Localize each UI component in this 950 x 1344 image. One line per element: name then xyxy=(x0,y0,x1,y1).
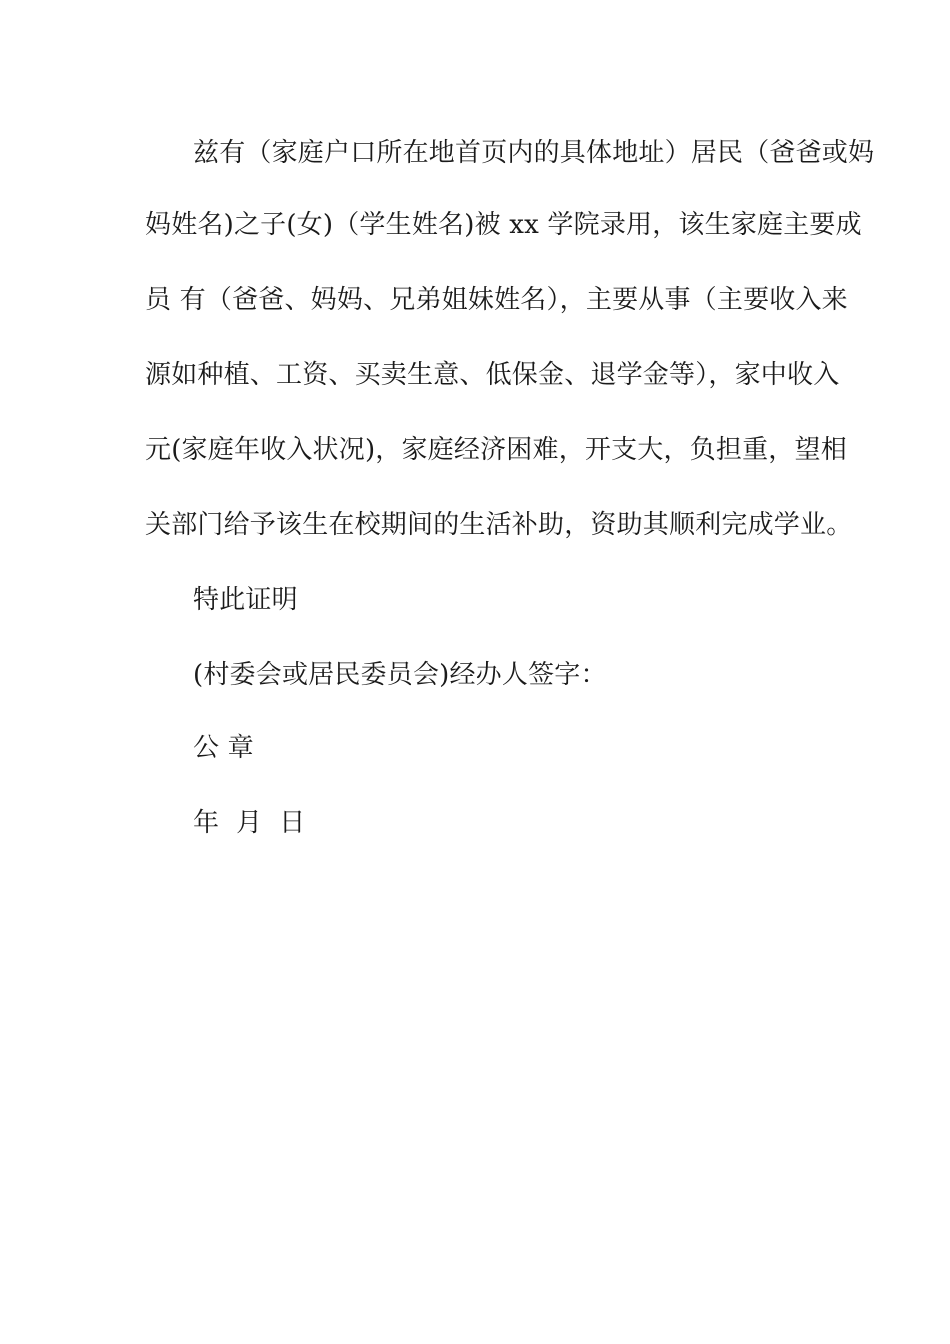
body-line-3: 员 有（爸爸、妈妈、兄弟姐妹姓名），主要从事（主要收入来 xyxy=(145,285,848,315)
body-line-4: 源如种植、工资、买卖生意、低保金、退学金等），家中收入 xyxy=(145,360,840,390)
signature-line: (村委会或居民委员会)经办人签字： xyxy=(193,660,607,690)
seal-label: 公 章 xyxy=(193,733,254,763)
body-line-5: 元(家庭年收入状况)，家庭经济困难，开支大，负担重，望相 xyxy=(145,435,847,465)
body-line-6: 关部门给予该生在校期间的生活补助，资助其顺利完成学业。 xyxy=(145,510,853,540)
body-line-2: 妈姓名)之子(女)（学生姓名)被 xx 学院录用，该生家庭主要成 xyxy=(145,210,862,240)
body-line-1: 兹有（家庭户口所在地首页内的具体地址）居民（爸爸或妈 xyxy=(193,138,875,168)
closing-text: 特此证明 xyxy=(193,585,298,615)
date-line: 年 月 日 xyxy=(193,808,306,838)
